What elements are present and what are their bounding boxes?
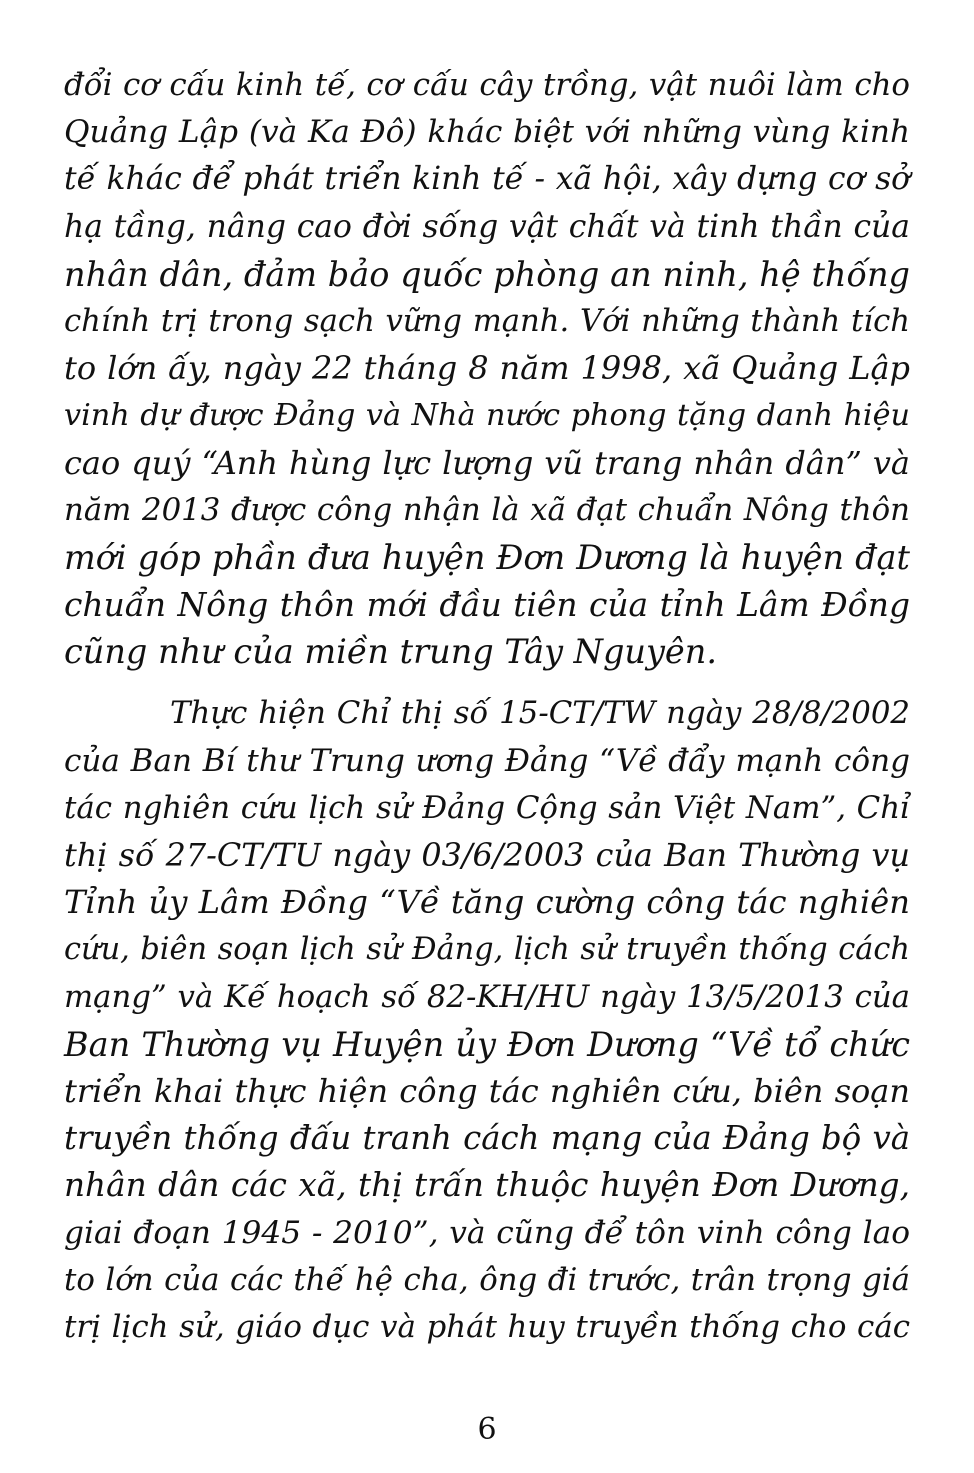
text-line: triển khai thực hiện công tác nghiên cứu, biên soạn <box>64 1071 910 1110</box>
text-line: giai đoạn 1945 - 2010”, và cũng để tôn vinh công lao <box>64 1214 910 1251</box>
text-line: nhân dân các xã, thị trấn thuộc huyện Đơn Dương, <box>64 1166 910 1205</box>
text-line: cao quý “Anh hùng lực lượng vũ trang nhân dân” và <box>64 443 910 482</box>
text-line: mạng” và Kế hoạch số 82-KH/HU ngày 13/5/2013 của <box>64 978 910 1015</box>
text-line: Ban Thường vụ Huyện ủy Đơn Dương “Về tổ chức <box>64 1024 910 1064</box>
text-line: trị lịch sử, giáo dục và phát huy truyền thống cho các <box>64 1308 910 1345</box>
text-line: hạ tầng, nâng cao đời sống vật chất và tinh thần của <box>64 208 910 245</box>
text-line: tế khác để phát triển kinh tế - xã hội, xây dựng cơ sở <box>64 161 910 198</box>
text-line: cứu, biên soạn lịch sử Đảng, lịch sử truyền thống cách <box>64 932 910 968</box>
text-line: năm 2013 được công nhận là xã đạt chuẩn Nông thôn <box>64 491 910 528</box>
text-line: của Ban Bí thư Trung ương Đảng “Về đẩy mạnh công <box>64 742 910 779</box>
text-line: vinh dự được Đảng và Nhà nước phong tặng danh hiệu <box>64 398 910 434</box>
text-line: cũng như của miền trung Tây Nguyên. <box>64 632 717 672</box>
text-line: tác nghiên cứu lịch sử Đảng Cộng sản Việt Nam”, Chỉ <box>64 789 910 826</box>
text-line: to lớn của các thế hệ cha, ông đi trước, trân trọng giá <box>64 1261 910 1298</box>
text-line: truyền thống đấu tranh cách mạng của Đảng bộ và <box>64 1119 910 1158</box>
text-line: Tỉnh ủy Lâm Đồng “Về tăng cường công tác nghiên <box>64 883 910 922</box>
paragraph-1 <box>64 62 910 675</box>
paragraph-gap <box>64 675 910 690</box>
text-line: thị số 27-CT/TU ngày 03/6/2003 của Ban Thường vụ <box>64 836 910 874</box>
text-line: Thực hiện Chỉ thị số 15-CT/TW ngày 28/8/2002 <box>170 695 910 732</box>
text-line: chính trị trong sạch vững mạnh. Với những thành tích <box>64 303 910 339</box>
page-number: 6 <box>477 1412 497 1447</box>
text-line: đổi cơ cấu kinh tế, cơ cấu cây trồng, vật nuôi làm cho <box>64 67 910 103</box>
text-line: mới góp phần đưa huyện Đơn Dương là huyện đạt <box>64 537 910 577</box>
text-line: Quảng Lập (và Ka Đô) khác biệt với những vùng kinh <box>64 114 910 151</box>
body-text <box>64 62 910 1351</box>
paragraph-2 <box>64 690 910 1351</box>
text-line: nhân dân, đảm bảo quốc phòng an ninh, hệ thống <box>64 254 910 294</box>
text-line: chuẩn Nông thôn mới đầu tiên của tỉnh Lâm Đồng <box>64 585 910 625</box>
text-line: to lớn ấy, ngày 22 tháng 8 năm 1998, xã Quảng Lập <box>64 349 910 388</box>
